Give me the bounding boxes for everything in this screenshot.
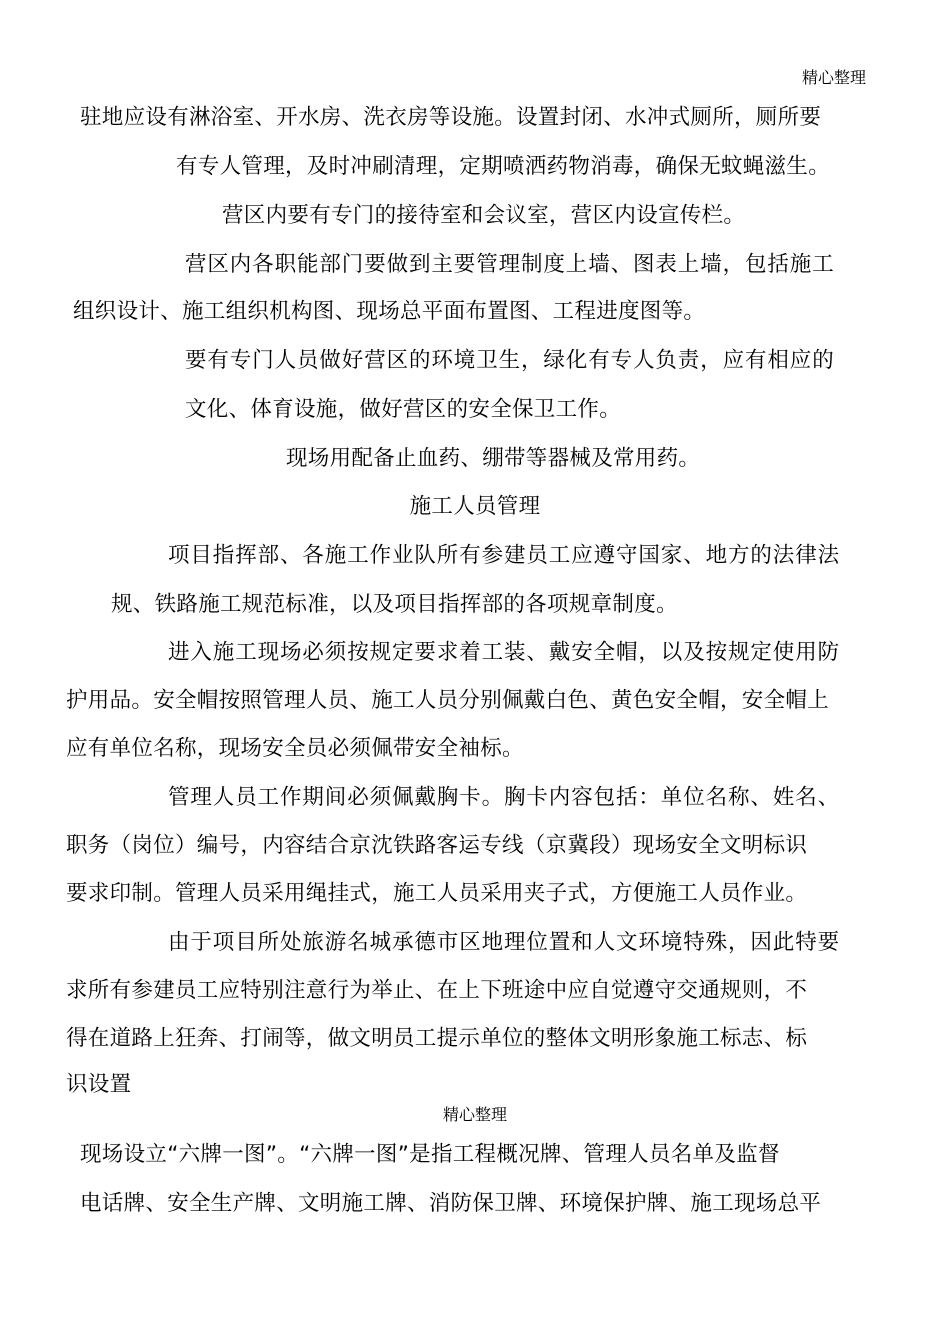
- body-line: 识设置: [66, 1072, 132, 1097]
- body-line: 管理人员工作期间必须佩戴胸卡。胸卡内容包括：单位名称、姓名、: [168, 785, 841, 810]
- body-line: 营区内要有专门的接待室和会议室，营区内设宣传栏。: [222, 203, 746, 228]
- body-line: 职务（岗位）编号，内容结合京沈铁路客运专线（京冀段）现场安全文明标识: [66, 833, 808, 858]
- body-line: 有专人管理，及时冲刷清理，定期喷洒药物消毒，确保无蚊蝇滋生。: [176, 154, 831, 179]
- body-line: 营区内各职能部门要做到主要管理制度上墙、图表上墙，包括施工: [185, 252, 835, 277]
- body-line: 组织设计、施工组织机构图、现场总平面布置图、工程进度图等。: [73, 299, 706, 324]
- body-line: 求所有参建员工应特别注意行为举止、在上下班途中应自觉遵守交通规则，不: [66, 978, 808, 1003]
- body-line: 由于项目所处旅游名城承德市区地理位置和人文环境特殊，因此特要: [168, 930, 841, 955]
- body-line: 规、铁路施工规范标准，以及项目指挥部的各项规章制度。: [111, 592, 678, 617]
- page-header: 精心整理: [442, 1105, 507, 1124]
- body-line: 现场设立“六牌一图”。“六牌一图”是指工程概况牌、管理人员名单及监督: [80, 1142, 780, 1167]
- page-header: 精心整理: [802, 68, 867, 87]
- section-heading: 施工人员管理: [409, 494, 541, 519]
- body-line: 护用品。安全帽按照管理人员、施工人员分别佩戴白色、黄色安全帽，安全帽上: [66, 688, 830, 713]
- body-line: 驻地应设有淋浴室、开水房、洗衣房等设施。设置封闭、水冲式厕所，厕所要: [80, 105, 822, 130]
- body-line: 项目指挥部、各施工作业队所有参建员工应遵守国家、地方的法律法: [168, 543, 841, 568]
- body-line: 要求印制。管理人员采用绳挂式，施工人员采用夹子式，方便施工人员作业。: [66, 881, 808, 906]
- body-line: 进入施工现场必须按规定要求着工装、戴安全帽，以及按规定使用防: [168, 640, 841, 665]
- body-line: 要有专门人员做好营区的环境卫生，绿化有专人负责，应有相应的: [185, 348, 835, 373]
- body-line: 文化、体育设施，做好营区的安全保卫工作。: [185, 397, 622, 422]
- body-line: 应有单位名称，现场安全员必须佩带安全袖标。: [66, 736, 524, 761]
- body-line: 现场用配备止血药、绷带等器械及常用药。: [286, 446, 701, 471]
- body-line: 电话牌、安全生产牌、文明施工牌、消防保卫牌、环境保护牌、施工现场总平: [80, 1191, 822, 1216]
- body-line: 得在道路上狂奔、打闹等，做文明员工提示单位的整体文明形象施工标志、标: [66, 1026, 808, 1051]
